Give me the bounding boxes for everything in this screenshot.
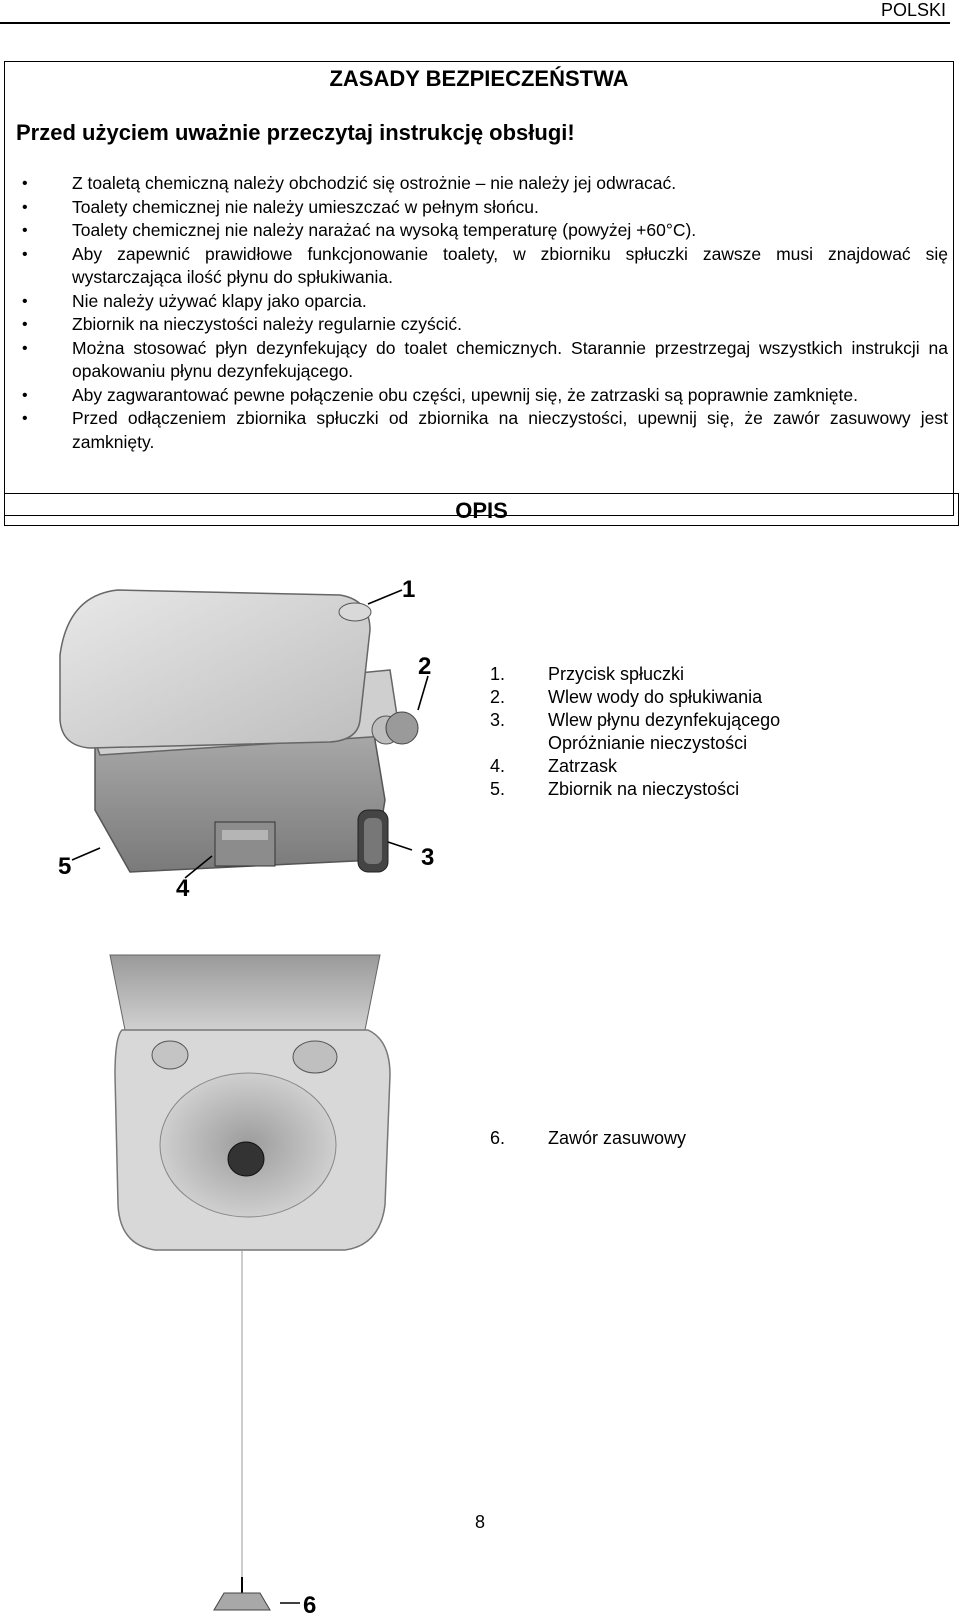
safety-title: ZASADY BEZPIECZEŃSTWA	[329, 66, 629, 91]
callout-5: 5	[58, 853, 72, 880]
header-rule	[0, 22, 950, 24]
part-number: 6.	[490, 1128, 506, 1148]
callout-3: 3	[421, 844, 435, 871]
safety-rule: • Z toaletą chemiczną należy obchodzić się ostrożnie – nie należy jej odwracać.	[18, 172, 948, 196]
safety-subtitle: Przed użyciem uważnie przeczytaj instrukcję obsługi!	[16, 120, 575, 145]
parts-list	[490, 663, 780, 801]
part-label: Opróżnianie nieczystości	[548, 733, 748, 753]
part-label: Zbiornik na nieczystości	[548, 779, 740, 799]
safety-rule: • Zbiornik na nieczystości należy regularnie czyścić.	[18, 313, 948, 337]
part-number: 5.	[490, 779, 506, 799]
page-number: 8	[474, 1512, 485, 1532]
safety-rule: • Toalety chemicznej nie należy narażać na wysoką temperaturę (powyżej +60°C).	[18, 219, 948, 243]
callout-6: 6	[303, 1592, 317, 1619]
part-label: Wlew płynu dezynfekującego	[548, 710, 781, 730]
part-item	[490, 1127, 686, 1150]
parts-list-2	[490, 1127, 686, 1150]
part-item	[490, 755, 780, 778]
safety-rules-list	[18, 172, 948, 454]
part-number: 1.	[490, 664, 506, 684]
part-label: Zatrzask	[548, 756, 618, 776]
description-title-box: OPIS	[4, 493, 959, 526]
part-item	[490, 778, 780, 801]
callout-4: 4	[176, 875, 190, 900]
part-item	[490, 686, 780, 709]
callout-2: 2	[418, 653, 432, 680]
safety-rule: • Można stosować płyn dezynfekujący do toalet chemicznych. Starannie przestrzegaj wszystkich instrukcji na opakowaniu płynu dezynfekującego.	[18, 337, 948, 384]
toilet-closed-figure	[40, 560, 460, 900]
part-number: 3.	[490, 710, 506, 730]
safety-rule: • Toalety chemicznej nie należy umieszczać w pełnym słońcu.	[18, 196, 948, 220]
safety-rule: • Aby zapewnić prawidłowe funkcjonowanie toalety, w zbiorniku spłuczki zawsze musi znajdować się wystarczająca ilość płynu do spłukiwania.	[18, 243, 948, 290]
part-label: Przycisk spłuczki	[548, 664, 685, 684]
part-label: Wlew wody do spłukiwania	[548, 687, 763, 707]
part-label: Zawór zasuwowy	[548, 1128, 687, 1148]
language-header: POLSKI	[880, 0, 946, 20]
part-number: 4.	[490, 756, 506, 776]
safety-rule: • Aby zagwarantować pewne połączenie obu części, upewnij się, że zatrzaski są poprawnie zamknięte.	[18, 384, 948, 408]
callout-1: 1	[402, 576, 416, 603]
part-number: 2.	[490, 687, 506, 707]
part-item	[490, 732, 780, 755]
part-item	[490, 663, 780, 686]
part-item	[490, 709, 780, 732]
safety-rule: • Przed odłączeniem zbiornika spłuczki od zbiornika na nieczystości, upewnij się, że zawór zasuwowy jest zamknięty.	[18, 407, 948, 454]
safety-rule: • Nie należy używać klapy jako oparcia.	[18, 290, 948, 314]
